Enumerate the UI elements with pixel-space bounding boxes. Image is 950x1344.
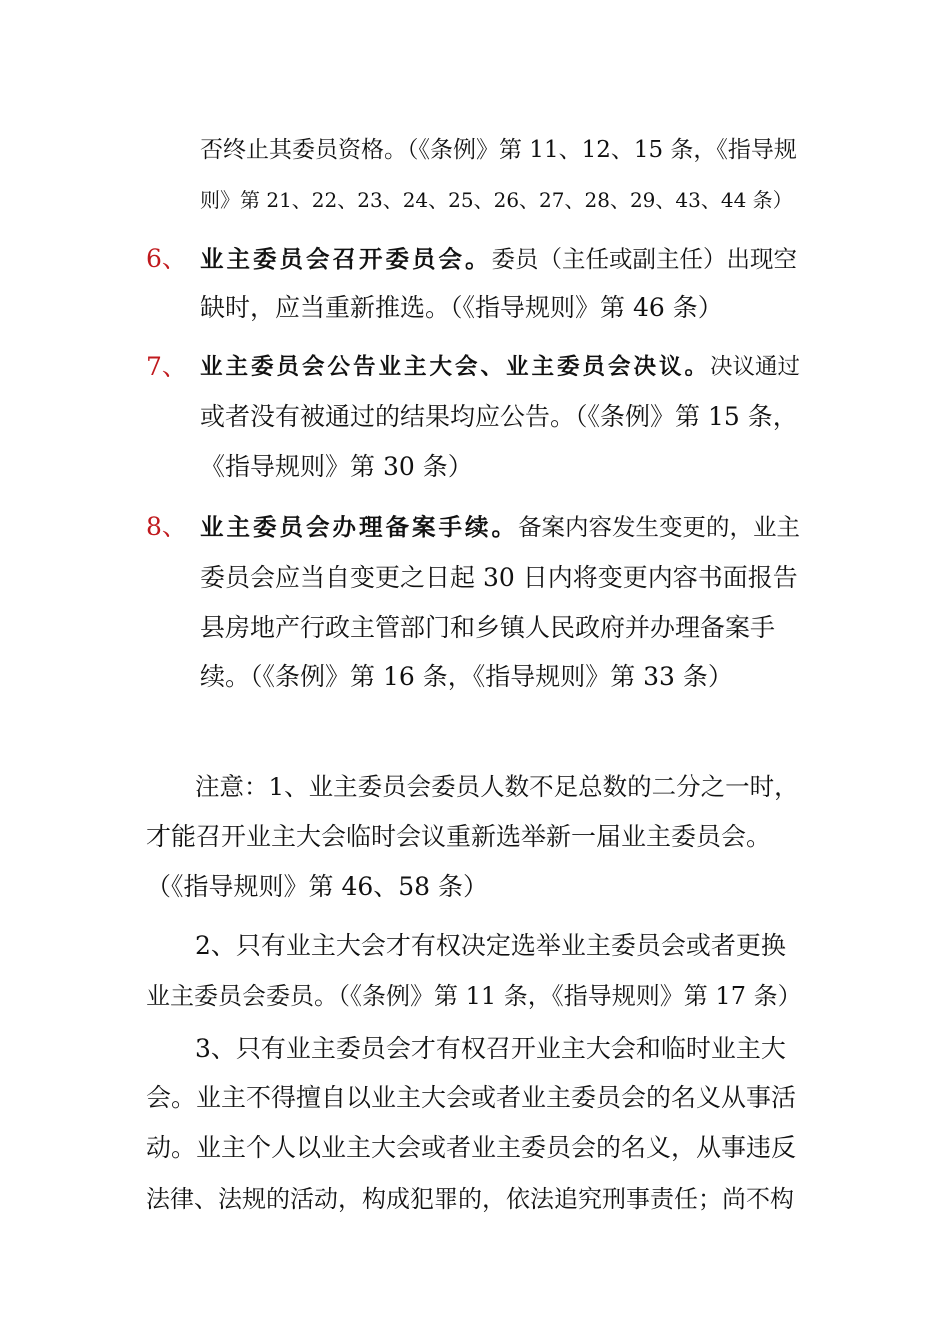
item-8-line-2: 委员会应当自变更之日起 30 日内将变更内容书面报告 xyxy=(200,563,798,592)
item-7-text: 决议通过 xyxy=(710,354,801,380)
item-8-line-1 xyxy=(200,510,800,544)
note-1-line-2: 才能召开业主大会临时会议重新选举新一届业主委员会。 xyxy=(146,822,772,851)
item-8-heading: 业主委员会办理备案手续。 xyxy=(200,513,518,541)
note-1-line-3: （《指导规则》第 46、58 条） xyxy=(146,872,489,901)
note-3-line-4: 法律、法规的活动，构成犯罪的，依法追究刑事责任；尚不构 xyxy=(146,1185,794,1213)
item-8-number: 8、 xyxy=(146,512,187,541)
item-6-text: 委员（主任或副主任）出现空 xyxy=(491,245,797,273)
note-3-line-3: 动。业主个人以业主大会或者业主委员会的名义，从事违反 xyxy=(146,1133,797,1162)
item-6-heading: 业主委员会召开委员会。 xyxy=(200,245,492,273)
item-7-line-2: 或者没有被通过的结果均应公告。（《条例》第 15 条， xyxy=(200,402,798,431)
item-6-number: 6、 xyxy=(146,244,187,273)
item-7-number: 7、 xyxy=(146,352,187,381)
note-2-line-2: 业主委员会委员。（《条例》第 11 条，《指导规则》第 17 条） xyxy=(146,982,802,1010)
item-7-line-1 xyxy=(200,350,800,384)
intro-line-1: 否终止其委员资格。（《条例》第 11、12、15 条，《指导规 xyxy=(200,137,797,163)
note-3-line-1: 3、只有业主委员会才有权召开业主大会和临时业主大 xyxy=(195,1034,786,1063)
item-8-line-3: 县房地产行政主管部门和乡镇人民政府并办理备案手 xyxy=(200,613,776,642)
item-7-line-3: 《指导规则》第 30 条） xyxy=(200,452,473,481)
item-7-heading: 业主委员会公告业主大会、业主委员会决议。 xyxy=(200,354,711,380)
item-8-line-4: 续。（《条例》第 16 条，《指导规则》第 33 条） xyxy=(200,662,733,691)
item-6-line-2: 缺时，应当重新推选。（《指导规则》第 46 条） xyxy=(200,293,723,322)
item-8-text: 备案内容发生变更的，业主 xyxy=(518,513,800,541)
note-1-line-1: 注意：1、业主委员会委员人数不足总数的二分之一时， xyxy=(195,772,799,801)
note-2-line-1: 2、只有业主大会才有权决定选举业主委员会或者更换 xyxy=(195,931,786,960)
item-6-line-1 xyxy=(200,242,797,276)
intro-line-2: 则》第 21、22、23、24、25、26、27、28、29、43、44 条） xyxy=(200,188,793,212)
note-3-line-2: 会。业主不得擅自以业主大会或者业主委员会的名义从事活 xyxy=(146,1083,797,1112)
